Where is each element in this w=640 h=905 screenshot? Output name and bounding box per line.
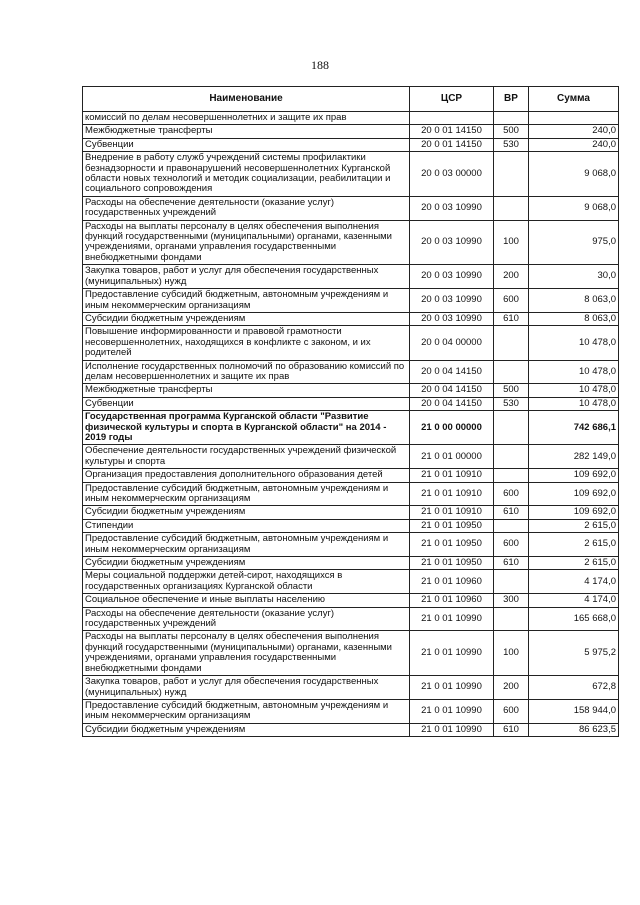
cell-csr: 21 0 01 10990 (410, 699, 494, 723)
table-row (83, 397, 619, 410)
cell-csr: 20 0 03 10990 (410, 220, 494, 265)
table-row (83, 289, 619, 313)
cell-sum: 4 174,0 (529, 570, 619, 594)
cell-sum: 109 692,0 (529, 482, 619, 506)
cell-vr (494, 469, 529, 482)
cell-csr: 20 0 04 00000 (410, 326, 494, 360)
cell-sum: 109 692,0 (529, 469, 619, 482)
cell-vr (494, 360, 529, 384)
header-name: Наименование (83, 87, 410, 112)
cell-csr (410, 112, 494, 125)
cell-sum (529, 112, 619, 125)
table-row (83, 138, 619, 151)
cell-sum: 165 668,0 (529, 607, 619, 631)
cell-vr: 610 (494, 723, 529, 736)
table-row (83, 125, 619, 138)
cell-name: Повышение информированности и правовой грамотности несовершеннолетних, находящихся в конфликте с законом, и их родителей (83, 326, 410, 360)
cell-csr: 20 0 04 14150 (410, 384, 494, 397)
cell-name: Обеспечение деятельности государственных учреждений физической культуры и спорта (83, 445, 410, 469)
header-sum: Сумма (529, 87, 619, 112)
cell-sum: 672,8 (529, 676, 619, 700)
cell-name: Субсидии бюджетным учреждениям (83, 723, 410, 736)
cell-name: Меры социальной поддержки детей-сирот, находящихся в государственных организациях Курганской области (83, 570, 410, 594)
cell-csr: 21 0 01 10950 (410, 557, 494, 570)
cell-sum: 30,0 (529, 265, 619, 289)
table-row (83, 723, 619, 736)
cell-sum: 10 478,0 (529, 384, 619, 397)
cell-sum: 4 174,0 (529, 594, 619, 607)
cell-csr: 20 0 03 00000 (410, 152, 494, 197)
cell-name: комиссий по делам несовершеннолетних и защите их прав (83, 112, 410, 125)
cell-csr: 21 0 01 10990 (410, 607, 494, 631)
cell-vr (494, 570, 529, 594)
cell-csr: 20 0 03 10990 (410, 265, 494, 289)
cell-sum: 742 686,1 (529, 411, 619, 445)
cell-name: Исполнение государственных полномочий по образованию комиссий по делам несовершеннолетних и защите их прав (83, 360, 410, 384)
cell-sum: 5 975,2 (529, 631, 619, 676)
cell-name: Предоставление субсидий бюджетным, автономным учреждениям и иным некоммерческим организациям (83, 699, 410, 723)
cell-name: Субсидии бюджетным учреждениям (83, 557, 410, 570)
cell-csr: 21 0 01 10910 (410, 482, 494, 506)
cell-csr: 21 0 01 10990 (410, 676, 494, 700)
cell-csr: 21 0 01 10960 (410, 570, 494, 594)
header-csr: ЦСР (410, 87, 494, 112)
cell-csr: 21 0 01 10960 (410, 594, 494, 607)
cell-vr: 610 (494, 312, 529, 325)
cell-vr: 600 (494, 699, 529, 723)
cell-sum: 10 478,0 (529, 326, 619, 360)
cell-vr: 600 (494, 289, 529, 313)
cell-name: Межбюджетные трансферты (83, 125, 410, 138)
cell-name: Закупка товаров, работ и услуг для обеспечения государственных (муниципальных) нужд (83, 265, 410, 289)
cell-sum: 240,0 (529, 125, 619, 138)
table-row (83, 220, 619, 265)
cell-name: Организация предоставления дополнительного образования детей (83, 469, 410, 482)
cell-sum: 2 615,0 (529, 533, 619, 557)
cell-vr: 530 (494, 138, 529, 151)
table-row (83, 326, 619, 360)
cell-sum: 282 149,0 (529, 445, 619, 469)
table-row (83, 676, 619, 700)
cell-vr (494, 152, 529, 197)
cell-sum: 8 063,0 (529, 312, 619, 325)
cell-vr: 600 (494, 533, 529, 557)
table-row (83, 533, 619, 557)
cell-sum: 109 692,0 (529, 506, 619, 519)
cell-vr: 610 (494, 506, 529, 519)
cell-sum: 86 623,5 (529, 723, 619, 736)
cell-vr (494, 326, 529, 360)
cell-vr: 500 (494, 125, 529, 138)
cell-sum: 2 615,0 (529, 557, 619, 570)
cell-csr: 20 0 04 14150 (410, 397, 494, 410)
cell-csr: 21 0 01 00000 (410, 445, 494, 469)
table-row (83, 152, 619, 197)
cell-name: Предоставление субсидий бюджетным, автономным учреждениям и иным некоммерческим организациям (83, 482, 410, 506)
cell-sum: 8 063,0 (529, 289, 619, 313)
table-row (83, 384, 619, 397)
cell-sum: 2 615,0 (529, 519, 619, 532)
table-row (83, 699, 619, 723)
table-row (83, 631, 619, 676)
header-vr: ВР (494, 87, 529, 112)
cell-csr: 21 0 01 10990 (410, 723, 494, 736)
table-row (83, 312, 619, 325)
cell-name: Государственная программа Курганской области "Развитие физической культуры и спорта в Курганской области" на 2014 - 2019 годы (83, 411, 410, 445)
budget-table (82, 86, 619, 737)
table-row (83, 445, 619, 469)
table-row (83, 519, 619, 532)
table-row (83, 360, 619, 384)
cell-csr: 21 0 01 10950 (410, 533, 494, 557)
cell-name: Субвенции (83, 397, 410, 410)
table-row (83, 469, 619, 482)
cell-vr: 500 (494, 384, 529, 397)
cell-sum: 158 944,0 (529, 699, 619, 723)
table-row (83, 196, 619, 220)
cell-vr: 100 (494, 631, 529, 676)
cell-vr (494, 112, 529, 125)
table-header-row (83, 87, 619, 112)
cell-name: Расходы на выплаты персоналу в целях обеспечения выполнения функций государственными (муниципальными) органами, казенными учреждениями, органами управления государственными внебюджетными фондами (83, 220, 410, 265)
table-row (83, 482, 619, 506)
cell-sum: 10 478,0 (529, 397, 619, 410)
cell-vr (494, 445, 529, 469)
cell-name: Стипендии (83, 519, 410, 532)
cell-name: Закупка товаров, работ и услуг для обеспечения государственных (муниципальных) нужд (83, 676, 410, 700)
cell-vr (494, 607, 529, 631)
table-body (83, 112, 619, 737)
cell-name: Предоставление субсидий бюджетным, автономным учреждениям и иным некоммерческим организациям (83, 289, 410, 313)
cell-csr: 20 0 04 14150 (410, 360, 494, 384)
cell-csr: 21 0 00 00000 (410, 411, 494, 445)
cell-name: Субсидии бюджетным учреждениям (83, 506, 410, 519)
cell-name: Расходы на выплаты персоналу в целях обеспечения выполнения функций государственными (муниципальными) органами, казенными учреждениями, органами управления государственными внебюджетными фондами (83, 631, 410, 676)
cell-vr: 300 (494, 594, 529, 607)
table-row (83, 607, 619, 631)
cell-name: Межбюджетные трансферты (83, 384, 410, 397)
cell-name: Субвенции (83, 138, 410, 151)
cell-sum: 975,0 (529, 220, 619, 265)
cell-csr: 20 0 03 10990 (410, 312, 494, 325)
cell-vr: 530 (494, 397, 529, 410)
table-row (83, 570, 619, 594)
cell-name: Субсидии бюджетным учреждениям (83, 312, 410, 325)
cell-vr (494, 519, 529, 532)
cell-name: Внедрение в работу служб учреждений системы профилактики безнадзорности и правонарушений несовершеннолетних Курганской области новых технологий и методик социализации, реабилитации и социального сопровождения (83, 152, 410, 197)
cell-csr: 20 0 03 10990 (410, 289, 494, 313)
cell-vr (494, 196, 529, 220)
cell-sum: 240,0 (529, 138, 619, 151)
cell-vr: 200 (494, 676, 529, 700)
table-row (83, 112, 619, 125)
cell-csr: 20 0 03 10990 (410, 196, 494, 220)
cell-csr: 21 0 01 10910 (410, 469, 494, 482)
cell-csr: 21 0 01 10950 (410, 519, 494, 532)
cell-name: Расходы на обеспечение деятельности (оказание услуг) государственных учреждений (83, 607, 410, 631)
cell-name: Предоставление субсидий бюджетным, автономным учреждениям и иным некоммерческим организациям (83, 533, 410, 557)
table-row (83, 411, 619, 445)
cell-sum: 9 068,0 (529, 152, 619, 197)
table-row (83, 557, 619, 570)
cell-sum: 10 478,0 (529, 360, 619, 384)
cell-sum: 9 068,0 (529, 196, 619, 220)
cell-vr: 200 (494, 265, 529, 289)
cell-vr (494, 411, 529, 445)
cell-vr: 100 (494, 220, 529, 265)
cell-name: Социальное обеспечение и иные выплаты населению (83, 594, 410, 607)
cell-csr: 21 0 01 10990 (410, 631, 494, 676)
cell-csr: 20 0 01 14150 (410, 138, 494, 151)
table-row (83, 265, 619, 289)
cell-csr: 20 0 01 14150 (410, 125, 494, 138)
cell-name: Расходы на обеспечение деятельности (оказание услуг) государственных учреждений (83, 196, 410, 220)
table-row (83, 594, 619, 607)
page-number: 188 (311, 58, 329, 72)
cell-vr: 600 (494, 482, 529, 506)
cell-vr: 610 (494, 557, 529, 570)
table-row (83, 506, 619, 519)
cell-csr: 21 0 01 10910 (410, 506, 494, 519)
